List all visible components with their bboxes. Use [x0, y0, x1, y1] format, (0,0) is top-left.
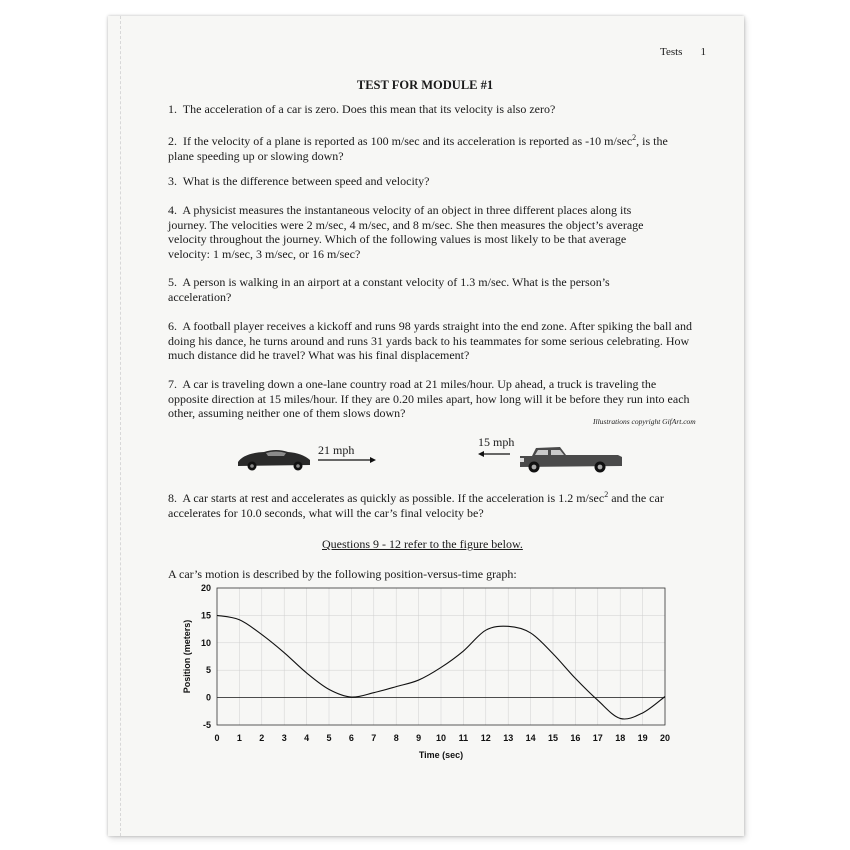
chart-grid	[217, 588, 665, 725]
y-tick-label: 5	[205, 665, 211, 676]
question-text: A car starts at rest and accelerates as quickly as possible. If the acceleration is 1.2 m/sec	[182, 491, 605, 505]
question-2	[168, 131, 688, 163]
question-6	[168, 319, 693, 363]
x-tick-label: 0	[214, 733, 220, 743]
y-axis-label: Position (meters)	[182, 619, 192, 694]
question-number: 3.	[168, 174, 177, 188]
superscript: 2	[632, 133, 637, 142]
x-tick-label: 16	[570, 733, 581, 743]
x-tick-label: 14	[525, 733, 536, 743]
sports-car-icon	[238, 450, 310, 471]
x-tick-label: 3	[281, 733, 287, 743]
question-1	[168, 102, 688, 117]
question-4	[168, 203, 668, 261]
position-time-chart	[170, 580, 690, 765]
question-text: A car is traveling down a one-lane country road at 21 miles/hour. Up ahead, a truck is traveling the opposite direction at 15 miles/hour. If they are 0.20 miles apart, how long will it be before they run into each other, assuming neither one of them slows down?	[168, 377, 690, 420]
binding-edge	[120, 16, 121, 836]
y-tick-label: 10	[200, 637, 211, 648]
pickup-truck-icon	[520, 447, 622, 473]
questions-subheading: Questions 9 - 12 refer to the figure below.	[322, 537, 523, 551]
vehicles-illustration	[230, 440, 650, 480]
question-number: 7.	[168, 377, 177, 391]
x-tick-label: 20	[659, 733, 671, 743]
y-tick-label: -5	[202, 720, 211, 730]
graph-intro: A car’s motion is described by the following position-versus-time graph:	[168, 567, 517, 581]
car-speed-label: 21 mph	[318, 443, 355, 457]
y-tick-label: 20	[200, 583, 211, 593]
illustration-credit: Illustrations copyright GifArt.com	[593, 417, 696, 426]
x-tick-label: 13	[503, 733, 514, 743]
page-title: TEST FOR MODULE #1	[356, 78, 494, 92]
y-tick-label: 15	[200, 610, 211, 621]
x-tick-label: 10	[435, 733, 447, 743]
question-number: 2.	[168, 134, 177, 148]
question-text: A person is walking in an airport at a constant velocity of 1.3 m/sec. What is the person’s acceleration?	[168, 275, 610, 304]
question-text: If the velocity of a plane is reported as 100 m/sec and its acceleration is reported as -10 m/sec	[183, 134, 633, 148]
question-text: What is the difference between speed and velocity?	[182, 174, 430, 188]
x-tick-label: 17	[592, 733, 603, 743]
x-tick-label: 12	[480, 733, 491, 743]
question-number: 4.	[168, 203, 177, 217]
question-number: 5.	[168, 275, 177, 289]
question-text: A physicist measures the instantaneous velocity of an object in three different places along its journey. The velocities were 2 m/sec, 4 m/sec, and 8 m/sec. She then measures the object’s average velocity throughout the journey. Which of the following values is most likely to be that average velocity: 1 m/sec, 3 m/sec, or 16 m/sec?	[168, 203, 644, 261]
question-8	[168, 488, 693, 520]
x-tick-label: 18	[615, 733, 626, 743]
x-tick-label: 19	[637, 733, 648, 743]
x-tick-label: 11	[458, 733, 469, 743]
x-tick-label: 4	[304, 733, 310, 743]
x-tick-label: 7	[371, 733, 377, 743]
question-number: 6.	[168, 319, 177, 333]
question-number: 1.	[168, 102, 177, 116]
x-tick-label: 15	[547, 733, 559, 743]
page-number: 1	[700, 46, 706, 58]
running-header	[660, 46, 706, 58]
question-text: A football player receives a kickoff and runs 98 yards straight into the end zone. After spiking the ball and doing his dance, he turns around and runs 31 yards back to his teammates for some serious celebrating. How much distance did he travel? What was his final displacement?	[168, 319, 692, 362]
question-7	[168, 377, 693, 421]
x-tick-label: 9	[416, 733, 422, 743]
question-text: The acceleration of a car is zero. Does this mean that its velocity is also zero?	[182, 102, 556, 116]
right-arrow-icon	[318, 457, 376, 463]
x-tick-label: 1	[236, 733, 242, 743]
question-3	[168, 174, 688, 189]
x-tick-label: 2	[259, 733, 265, 743]
x-tick-label: 8	[393, 733, 399, 743]
question-text-cont: , is the plane speeding up or slowing down?	[168, 134, 668, 163]
x-axis-label: Time (sec)	[418, 750, 464, 760]
chart-ticks	[201, 583, 670, 743]
truck-speed-label: 15 mph	[478, 435, 515, 449]
x-tick-label: 5	[326, 733, 332, 743]
x-tick-label: 6	[348, 733, 354, 743]
y-tick-label: 0	[205, 692, 211, 703]
left-arrow-icon	[478, 451, 510, 457]
question-text-cont: and the car accelerates for 10.0 seconds, what will the car’s final velocity be?	[168, 491, 664, 520]
header-section: Tests	[660, 46, 683, 58]
question-5	[168, 275, 668, 304]
superscript: 2	[604, 490, 609, 499]
question-number: 8.	[168, 491, 177, 505]
